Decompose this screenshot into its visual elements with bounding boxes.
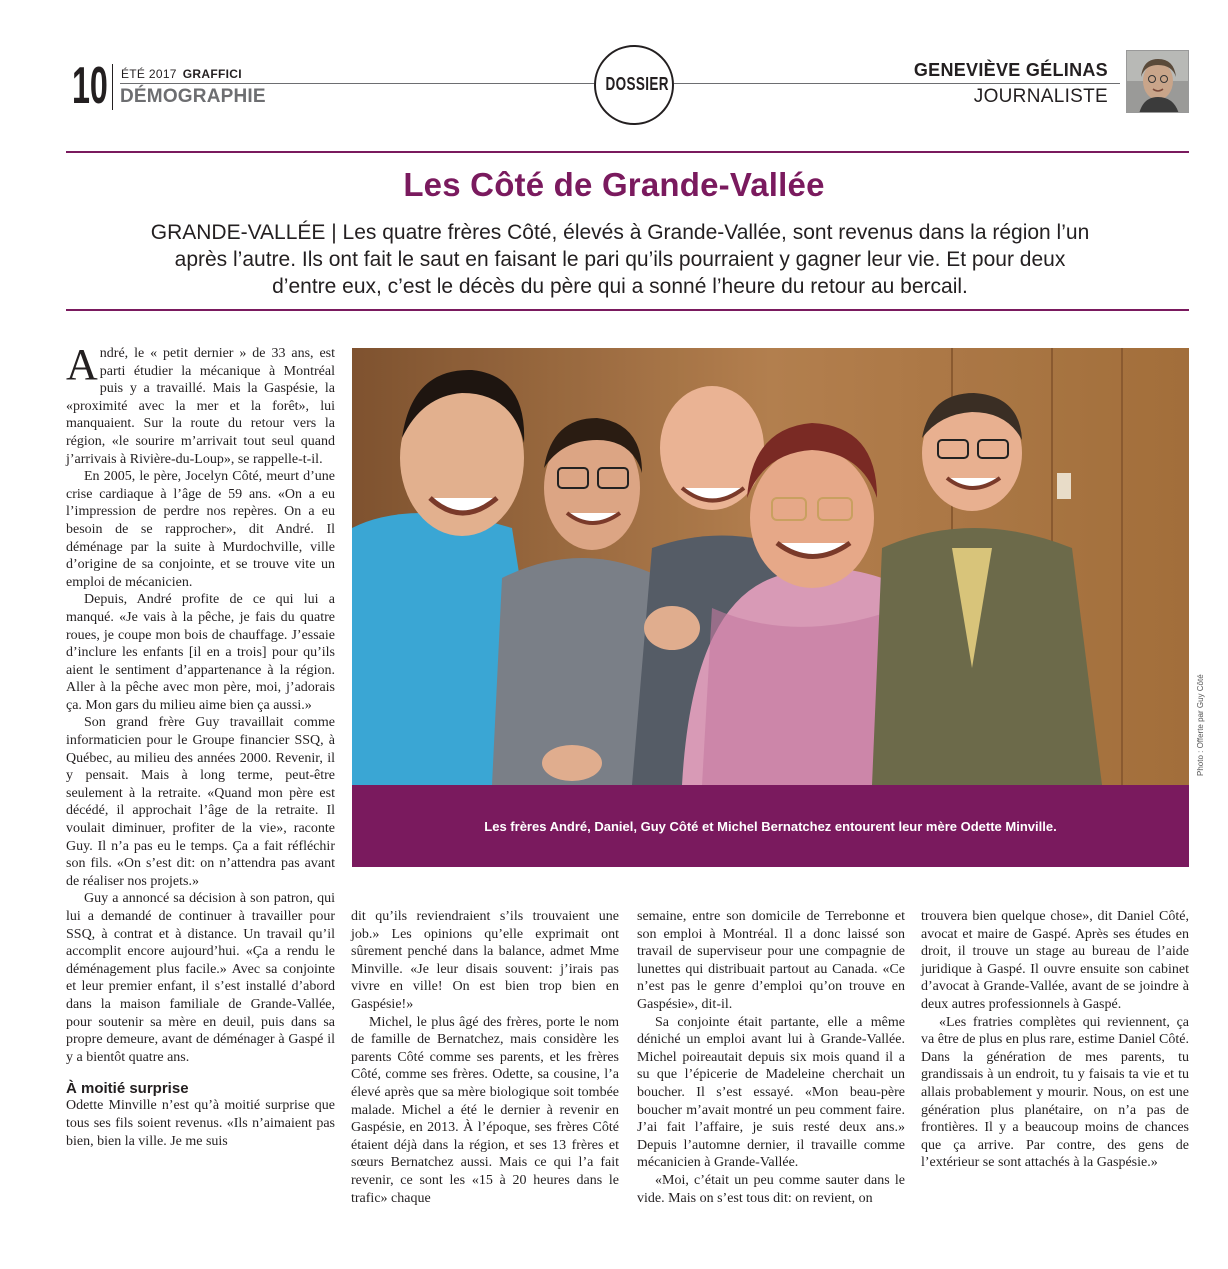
author-name: GENEVIÈVE GÉLINAS [913, 60, 1108, 80]
paragraph: Odette Minville n’est qu’à moitié surprise que tous ses fils soient revenus. «Ils n’aimaient pas bien, bien la ville. Je me suis [66, 1098, 335, 1149]
paragraph-text: ndré, le « petit dernier » de 33 ans, est parti étudier la mécanique à Montréal puis y a travaillé. Mais la Gaspésie, la «proximité avec la mer et la forêt», lui manquaient. Sur la route du retour vers la région, «le sourire m’arrivait tout seul quand j’arrivais à Rivière-du-Loup», se rappelle-t-il. [66, 346, 335, 467]
article-column-2 [351, 908, 619, 1207]
author-role: JOURNALISTE [973, 86, 1108, 107]
lede-bottom-rule [66, 309, 1189, 311]
author-avatar [1126, 50, 1189, 113]
paragraph: Guy a annoncé sa décision à son patron, qui lui a demandé de continuer à travailler pour SSQ, à contrat et à distance. Un travail qu’il accomplit encore aujourd’hui. «Ça a rendu le déménagement plus facile.» Avec sa conjointe et leur premier enfant, il s’est installé d’abord dans la maison familiale de Grande-Vallée, pour soutenir sa mère en deuil, puis dans sa propre demeure, avant de déménager à Gaspé il y a bientôt quatre ans. [66, 891, 335, 1065]
subheading: À moitié surprise [66, 1080, 189, 1098]
paragraph: Son grand frère Guy travaillait comme informaticien pour le Groupe financier SSQ, à Québec, au milieu des années 2000. Revenir, il y pensait. Mais à long terme, peut-être seulement à la retraite. «Quand mon père est décédé, il approchait l’âge de la retraite. Il voulait diminuer, profiter de la vie», raconte Guy. Il n’a pas eu le temps. Ça a fait réfléchir son fils. «On s’est dit: on n’attendra pas avant de réaliser nos projets.» [66, 715, 335, 889]
header-rule-right [674, 83, 1120, 84]
page-number-divider [112, 64, 113, 110]
drop-cap: A [66, 340, 98, 389]
paragraph: Michel, le plus âgé des frères, porte le nom de famille de Bernatchez, mais considère les parents Côté comme ses parents, et les frères Côté, comme ses frères. Odette, sa cousine, l’a élevé après que sa mère biologique soit tombée malade. Michel a été le dernier à revenir en Gaspésie, en 2013. À l’époque, ses frères Côté étaient déjà dans la région, et ses 13 frères et sœurs Bernatchez aussi. Mais ce qui l’a fait revenir, ce sont les «15 à 20 heures dans le trafic» chaque [351, 1014, 619, 1206]
publication-name: GRAFFICI [182, 67, 242, 81]
article-column-3 [637, 908, 905, 1207]
paragraph: trouvera bien quelque chose», dit Daniel Côté, avocat et maire de Gaspé. Après ses études en droit, il trouve un stage au bureau de l’aide juridique à Gaspé. Il ouvre ensuite son cabinet d’avocat à Grande-Vallée, avant de se joindre à deux autres professionnels à Gaspé. [921, 909, 1189, 1012]
photo-caption-band [352, 785, 1189, 867]
section-title: DÉMOGRAPHIE [120, 86, 266, 107]
paragraph: «Les fratries complètes qui reviennent, ça va être de plus en plus rare, estime Daniel Côté. Dans la génération de mes parents, tu grandissais à un endroit, tu y faisais ta vie et tu allais probablement y mourir. Nous, on est une génération plus planétaire, on n’a pas de frontières. Il y a beaucoup moins de chances que ça arrive. Par contre, des gens de l’extérieur se sont attachés à la Gaspésie.» [921, 1014, 1189, 1171]
paragraph [66, 340, 335, 468]
title-top-rule [66, 151, 1189, 153]
paragraph: «Moi, c’était un peu comme sauter dans le vide. Mais on s’est tous dit: on revient, on [637, 1172, 905, 1206]
article-lede: GRANDE-VALLÉE | Les quatre frères Côté, élevés à Grande-Vallée, sont revenus dans la région l’un après l’autre. Ils ont fait le saut en faisant le pari qu’ils pourraient y gagner leur vie. Et pour deux d’entre eux, c’est le décès du père qui a sonné l’heure du retour au bercail. [150, 221, 1090, 298]
paragraph: dit qu’ils reviendraient s’ils trouvaient une job.» Les opinions qu’elle exprimait ont sûrement penché dans la balance, admet Mme Minville. «Je leur disais souvent: j’irais pas vivre en ville! On est bien trop bien en Gaspésie!» [351, 909, 619, 1012]
photo-caption: Les frères André, Daniel, Guy Côté et Michel Bernatchez entourent leur mère Odette Minville. [484, 819, 1057, 834]
article-column-1 [66, 340, 335, 1150]
paragraph: Depuis, André profite de ce qui lui a manqué. «Je vais à la pêche, je fais du quatre roues, je coupe mon bois de chauffage. J’essaie d’inclure les enfants [il en a trois] pour qu’ils aient le sentiment d’appartenance à la région. Aller à la pêche avec mon père, moi, j’adorais ça. Mon gars du milieu aime bien ça aussi.» [66, 592, 335, 713]
family-photo [352, 348, 1189, 785]
dossier-badge [594, 45, 674, 125]
paragraph: semaine, entre son domicile de Terrebonne et son emploi à Montréal. Il a donc laissé son travail de superviseur pour une compagnie de lunettes qui distribuait partout au Canada. «Ce n’est pas le genre d’emploi qu’on trouve en Gaspésie», dit-il. [637, 909, 905, 1012]
paragraph: Sa conjointe était partante, elle a même déniché un emploi avant lui à Grande-Vallée. Michel poireautait depuis six mois quand il a su que l’épicerie de Madeleine cherchait un boucher. Il s’est essayé. «Mon beau-père boucher m’avait montré un peu comment faire. J’ai fait l’affaire, je suis resté deux ans.» Depuis l’automne dernier, il travaille comme mécanicien à Grande-Vallée. [637, 1014, 905, 1171]
paragraph: En 2005, le père, Jocelyn Côté, meurt d’une crise cardiaque à l’âge de 59 ans. «On a eu l’impression de perdre nos repères. On a eu besoin de se rapprocher», dit André. Il déménage par la suite à Murdochville, ville d’origine de sa conjointe, et se trouve vite un emploi de mécanicien. [66, 469, 335, 590]
page-number: 10 [72, 57, 108, 115]
article-title: Les Côté de Grande-Vallée [403, 166, 825, 203]
photo-credit: Photo : Offerte par Guy Côté [1196, 674, 1205, 776]
dossier-label: DOSSIER [605, 74, 669, 94]
header-rule-left [120, 83, 594, 84]
issue-date: ÉTÉ 2017 [121, 67, 177, 81]
article-column-4 [921, 908, 1189, 1172]
issue-line [121, 67, 242, 81]
